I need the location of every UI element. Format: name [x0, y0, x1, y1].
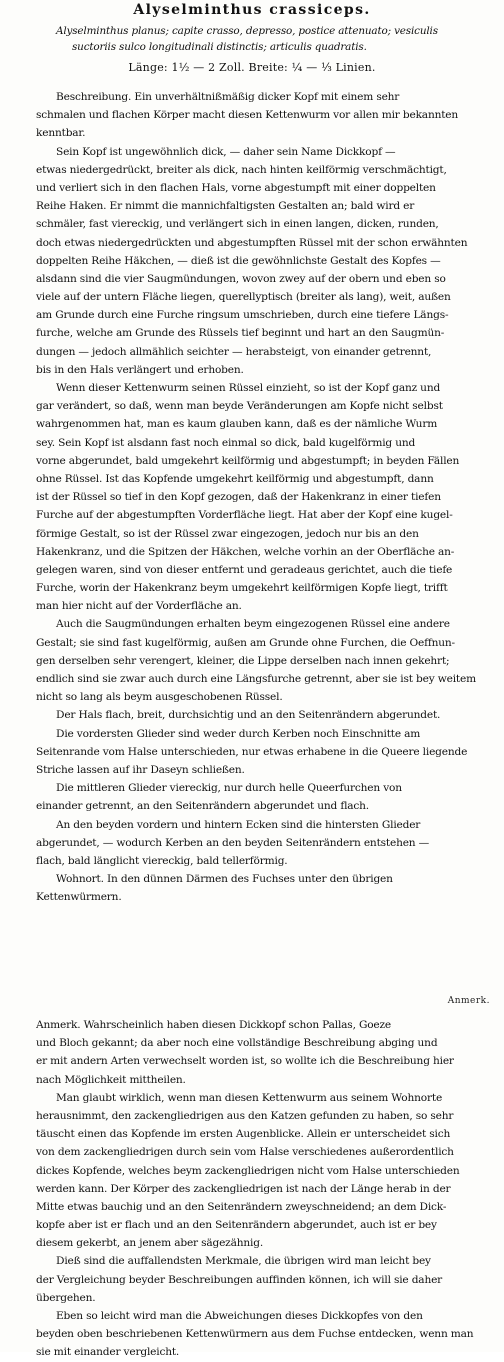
description-text-line: etwas niedergedrückt, breiter als dick, nach hinten keilförmig verschmächtigt,: [36, 163, 447, 176]
remark-text-line: werden kann. Der Körper des zackengliedrigen ist nach der Länge herab in der: [36, 1182, 451, 1195]
description-text-line: doch etwas niedergedrückten und abgestumpften Rüssel mit der schon erwähnten: [36, 236, 468, 249]
description-text-line: Der Hals flach, breit, durchsichtig und an den Seitenrändern abgerundet.: [56, 709, 441, 722]
remark-text-line: der Vergleichung beyder Beschreibungen auffinden können, ich will sie daher: [36, 1273, 443, 1286]
remark-text-line: Anmerk. Wahrscheinlich haben diesen Dickkopf schon Pallas, Goeze: [36, 1019, 391, 1031]
description-text-line: gen derselben sehr verengert, kleiner, die Lippe derselben nach innen gekehrt;: [36, 654, 450, 667]
description-text-line: ist der Rüssel so tief in den Kopf gezogen, daß der Hakenkranz in einer tiefen: [36, 491, 441, 504]
description-text-line: alsdann sind die vier Saugmündungen, wovon zwey auf der obern und eben so: [36, 272, 446, 285]
description-text-line: viele auf der untern Fläche liegen, querellyptisch (breiter als lang), weit, außen: [36, 291, 451, 304]
remark-text-line: Man glaubt wirklich, wenn man diesen Kettenwurm aus seinem Wohnorte: [56, 1091, 443, 1104]
description-text-line: förmige Gestalt, so ist der Rüssel zwar eingezogen, jedoch nur bis an den: [36, 527, 419, 540]
remark-text-line: Dieß sind die auffallendsten Merkmale, die übrigen wird man leicht bey: [56, 1255, 431, 1268]
description-text-line: man hier nicht auf der Vorderfläche an.: [36, 600, 242, 613]
measurements-line: Länge: 1½ — 2 Zoll. Breite: ¼ — ⅓ Linien.: [128, 61, 376, 74]
remark-text-line: er mit andern Arten verwechselt worden ist, so wollte ich die Beschreibung hier: [36, 1055, 454, 1068]
remark-text-line: nach Möglichkeit mittheilen.: [36, 1073, 186, 1086]
description-text-line: ohne Rüssel. Ist das Kopfende umgekehrt keilförmig und abgestumpft, dann: [36, 472, 434, 485]
remark-section: [36, 1016, 492, 1362]
latin-description-line-2: suctoriis sulco longitudinali distinctis; articulis quadratis.: [72, 41, 367, 53]
description-text-line: abgerundet, — wodurch Kerben an den beyden Seitenrändern entstehen —: [36, 836, 430, 849]
remark-text-line: und Bloch gekannt; da aber noch eine vollständige Beschreibung abging und: [36, 1037, 438, 1050]
description-text-line: furche, welche am Grunde des Rüssels tief beginnt und hart an den Saugmün-: [36, 327, 445, 340]
description-section: [36, 88, 492, 906]
description-text-line: Furche auf der abgestumpften Vorderfläche liegt. Hat aber der Kopf eine kugel-: [36, 509, 453, 522]
remark-text-line: Mitte etwas bauchig und an den Seitenrändern zweyschneidend; an dem Dick-: [36, 1200, 447, 1213]
remark-text-line: beyden oben beschriebenen Kettenwürmern aus dem Fuchse entdecken, wenn man: [36, 1328, 474, 1341]
description-text-line: Die mittleren Glieder viereckig, nur durch helle Queerfurchen von: [56, 782, 402, 795]
description-text-line: Seitenrande vom Halse unterschieden, nur etwas erhabene in die Queere liegende: [36, 745, 468, 758]
description-text-line: Gestalt; sie sind fast kugelförmig, außen am Grunde ohne Furchen, die Oeffnun-: [36, 636, 455, 649]
remark-text-line: täuscht einen das Kopfende im ersten Augenblicke. Allein er unterscheidet sich: [36, 1128, 451, 1141]
description-text-line: Wohnort. In den dünnen Därmen des Fuchses unter den übrigen: [56, 873, 393, 886]
description-text-line: vorne abgerundet, bald umgekehrt keilförmig und abgestumpft; in beyden Fällen: [36, 454, 460, 467]
remark-text-line: diesem gekerbt, an jenem aber sägezähnig.: [36, 1237, 264, 1250]
description-text-line: einander getrennt, an den Seitenrändern abgerundet und flach.: [36, 800, 369, 813]
description-text-line: Wenn dieser Kettenwurm seinen Rüssel einzieht, so ist der Kopf ganz und: [56, 382, 441, 394]
description-text-line: endlich sind sie zwar auch durch eine Längsfurche getrennt, aber sie ist bey weitem: [36, 673, 476, 685]
remark-text-line: von dem zackengliedrigen durch sein vom Halse verschiedenes außerordentlich: [36, 1146, 454, 1159]
page-title: Alyselminthus crassiceps.: [133, 2, 371, 18]
description-text-line: gelegen waren, sind von dieser entfernt und geradeaus gerichtet, auch die tiefe: [36, 563, 453, 576]
description-text-line: Die vordersten Glieder sind weder durch Kerben noch Einschnitte am: [56, 727, 421, 740]
description-text-line: schmalen und flachen Körper macht diesen Kettenwurm vor allen mir bekannten: [36, 109, 459, 122]
description-text-line: Reihe Haken. Er nimmt die mannichfaltigsten Gestalten an; bald wird er: [36, 200, 415, 213]
description-text-line: Hakenkranz, und die Spitzen der Häkchen, welche vorhin an der Oberfläche an-: [36, 545, 455, 558]
description-text-line: dungen — jedoch allmählich seichter — herabsteigt, von einander getrennt,: [36, 345, 432, 358]
remark-text-line: herausnimmt, den zackengliedrigen aus den Katzen gefunden zu haben, so sehr: [36, 1109, 454, 1122]
description-text-line: wahrgenommen hat, man es kaum glauben kann, daß es der nämliche Wurm: [36, 418, 438, 431]
description-text-line: Auch die Saugmündungen erhalten beym eingezogenen Rüssel eine andere: [56, 618, 450, 631]
description-text-line: Striche lassen auf ihr Daseyn schließen.: [36, 763, 245, 776]
description-text-line: bis in den Hals verlängert und erhoben.: [36, 363, 244, 376]
description-text-line: An den beyden vordern und hintern Ecken sind die hintersten Glieder: [56, 818, 421, 831]
catchword: Anmerk.: [447, 996, 490, 1006]
remark-text-line: kopfe aber ist er flach und an den Seitenrändern abgerundet, auch ist er bey: [36, 1219, 437, 1232]
remark-text-line: Eben so leicht wird man die Abweichungen dieses Dickkopfes von den: [56, 1310, 423, 1322]
description-text-line: gar verändert, so daß, wenn man beyde Veränderungen am Kopfe nicht selbst: [36, 400, 443, 413]
remark-text-line: dickes Kopfende, welches beym zackengliedrigen nicht vom Halse unterschieden: [36, 1164, 460, 1177]
description-text-line: schmäler, fast viereckig, und verlängert sich in einen langen, dicken, runden,: [36, 218, 439, 231]
description-text-line: Kettenwürmern.: [36, 891, 122, 904]
description-text-line: doppelten Reihe Häkchen, — dieß ist die gewöhnlichste Gestalt des Kopfes —: [36, 254, 441, 267]
description-text-line: kenntbar.: [36, 127, 86, 140]
description-text-line: nicht so lang als beym ausgeschobenen Rüssel.: [36, 691, 283, 704]
description-text-line: Beschreibung. Ein unverhältnißmäßig dicker Kopf mit einem sehr: [56, 91, 400, 103]
remark-text-line: übergehen.: [36, 1291, 96, 1304]
description-text-line: flach, bald länglicht viereckig, bald tellerförmig.: [36, 854, 288, 867]
description-text-line: Sein Kopf ist ungewöhnlich dick, — daher sein Name Dickkopf —: [56, 145, 396, 158]
description-text-line: am Grunde durch eine Furche ringsum umschrieben, durch eine tiefere Längs-: [36, 309, 449, 322]
description-text-line: Furche, worin der Hakenkranz beym umgekehrt keilförmigen Kopfe liegt, trifft: [36, 582, 448, 595]
description-text-line: sey. Sein Kopf ist alsdann fast noch einmal so dick, bald kugelförmig und: [36, 436, 416, 449]
description-text-line: und verliert sich in den flachen Hals, vorne abgestumpft mit einer doppelten: [36, 181, 436, 194]
latin-description-line-1: Alyselminthus planus; capite crasso, depresso, postice attenuato; vesiculis: [56, 25, 438, 37]
remark-text-line: sie mit einander vergleicht.: [36, 1346, 180, 1359]
